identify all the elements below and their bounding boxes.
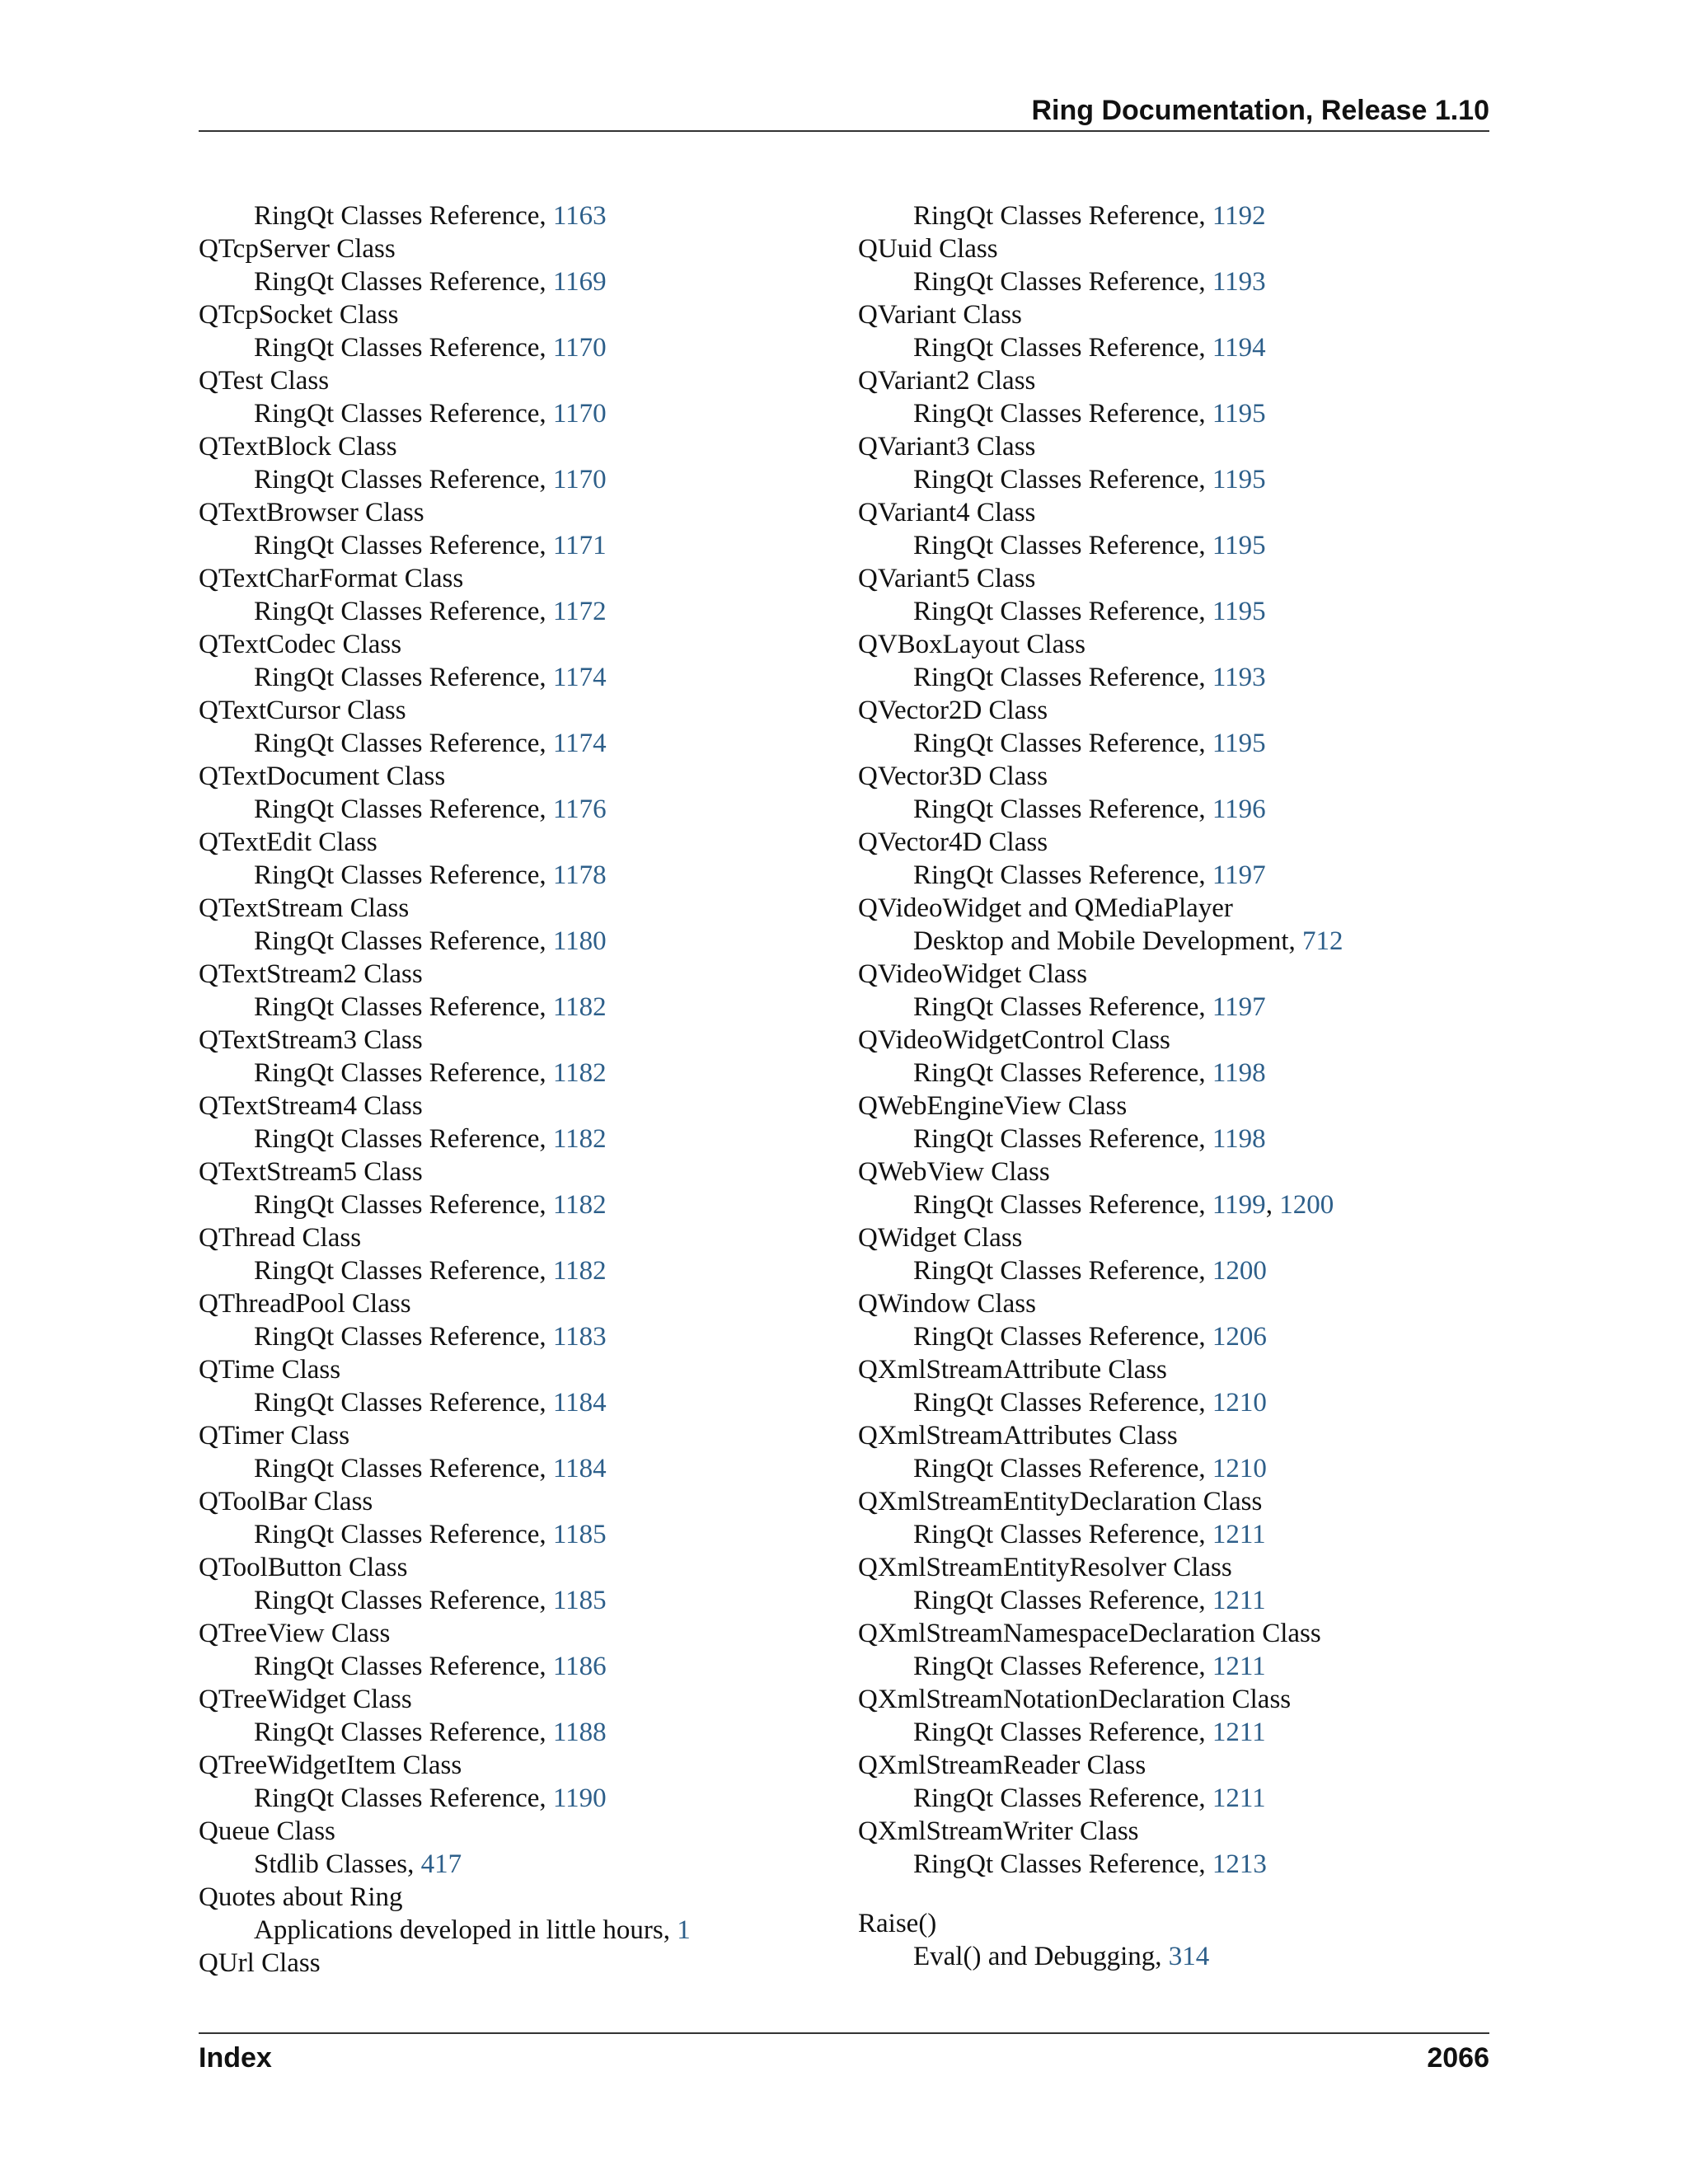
index-subentry	[199, 1320, 809, 1353]
page-ref-link[interactable]: 1211	[1212, 1586, 1266, 1615]
page-ref-link[interactable]: 1190	[552, 1783, 607, 1813]
index-term: QTextStream2 Class	[199, 959, 423, 989]
index-entry	[199, 1485, 809, 1551]
index-entry	[858, 1090, 1468, 1155]
index-subentry	[199, 1914, 809, 1947]
index-subentry	[199, 859, 809, 892]
index-entry	[199, 1155, 809, 1221]
index-entry	[858, 1155, 1468, 1221]
index-entry	[858, 958, 1468, 1024]
index-term: QVideoWidgetControl Class	[858, 1025, 1170, 1055]
index-subentry	[199, 265, 809, 298]
index-entry	[199, 1024, 809, 1090]
page-ref-link[interactable]: 314	[1168, 1942, 1210, 1971]
page-ref-link[interactable]: 1211	[1212, 1652, 1266, 1681]
section-name: Index	[199, 2042, 272, 2074]
index-entry	[858, 1749, 1468, 1815]
page-ref-link[interactable]: 1172	[552, 597, 607, 626]
index-term: QUuid Class	[858, 234, 998, 264]
index-term: QVector4D Class	[858, 827, 1048, 857]
page-ref-link[interactable]: 417	[420, 1849, 462, 1879]
index-subentry	[199, 661, 809, 694]
subentry-label: RingQt Classes Reference,	[913, 1058, 1212, 1088]
page-ref-link[interactable]: 1210	[1212, 1454, 1267, 1483]
page-ref-link[interactable]: 1199	[1212, 1190, 1266, 1220]
subentry-label: RingQt Classes Reference,	[254, 1256, 553, 1286]
index-term: QTextStream5 Class	[199, 1157, 423, 1187]
page-ref-link[interactable]: 1170	[552, 399, 607, 429]
index-term: QVector2D Class	[858, 696, 1048, 725]
page-ref-link[interactable]: 1188	[552, 1718, 607, 1747]
index-subentry	[199, 331, 809, 364]
index-subentry	[858, 1452, 1468, 1485]
index-term: QVariant3 Class	[858, 432, 1036, 462]
index-subentry	[858, 661, 1468, 694]
index-subentry	[199, 1386, 809, 1419]
subentry-label: RingQt Classes Reference,	[254, 1190, 553, 1220]
index-entry	[858, 1617, 1468, 1683]
subentry-label: RingQt Classes Reference,	[913, 1322, 1212, 1352]
page-ref-link[interactable]: 1180	[552, 926, 607, 956]
index-subentry	[199, 595, 809, 628]
index-subentry	[199, 463, 809, 496]
subentry-label: RingQt Classes Reference,	[913, 597, 1212, 626]
page-ref-link[interactable]: 1178	[552, 860, 607, 890]
index-subentry	[199, 793, 809, 826]
index-term: QVBoxLayout Class	[858, 630, 1085, 659]
subentry-label: RingQt Classes Reference,	[254, 1586, 553, 1615]
index-term: QTextCharFormat Class	[199, 564, 464, 593]
page-ref-link[interactable]: 1213	[1212, 1849, 1267, 1879]
index-term: QXmlStreamNotationDeclaration Class	[858, 1685, 1292, 1714]
page-ref-link[interactable]: 1197	[1212, 992, 1266, 1022]
index-subentry	[199, 991, 809, 1024]
index-subentry	[858, 925, 1468, 958]
index-entry	[858, 1353, 1468, 1419]
index-term: QTextEdit Class	[199, 827, 377, 857]
index-subentry	[858, 397, 1468, 430]
page-ref-link[interactable]: 1196	[1212, 794, 1266, 824]
page-ref-link[interactable]: 1170	[552, 333, 607, 363]
index-term: QTextCodec Class	[199, 630, 402, 659]
subentry-label: RingQt Classes Reference,	[254, 1783, 553, 1813]
subentry-label: RingQt Classes Reference,	[254, 1058, 553, 1088]
letter-group-gap	[858, 1881, 1468, 1907]
subentry-label: RingQt Classes Reference,	[254, 1322, 553, 1352]
index-entry	[858, 496, 1468, 562]
index-subentry	[858, 529, 1468, 562]
subentry-label: RingQt Classes Reference,	[254, 794, 553, 824]
index-entry	[858, 1551, 1468, 1617]
subentry-label: RingQt Classes Reference,	[913, 992, 1212, 1022]
page-ref-link[interactable]: 1198	[1212, 1058, 1266, 1088]
subentry-label: Applications developed in little hours,	[254, 1915, 678, 1945]
page-ref-link[interactable]: 1174	[552, 663, 607, 692]
index-entry	[199, 760, 809, 826]
index-subentry	[199, 1057, 809, 1090]
subentry-label: RingQt Classes Reference,	[254, 267, 553, 297]
index-entry	[858, 1907, 1468, 1973]
index-entry	[199, 1683, 809, 1749]
running-header	[199, 92, 1489, 132]
subentry-label: RingQt Classes Reference,	[913, 1849, 1212, 1879]
index-term: QWindow Class	[858, 1289, 1036, 1319]
index-subentry	[199, 727, 809, 760]
index-entry	[199, 1947, 809, 1980]
subentry-label: RingQt Classes Reference,	[913, 729, 1212, 758]
subentry-label: Eval() and Debugging,	[913, 1942, 1169, 1971]
subentry-label: RingQt Classes Reference,	[913, 399, 1212, 429]
index-term: QVariant Class	[858, 300, 1022, 330]
index-subentry	[199, 925, 809, 958]
index-entry	[199, 1749, 809, 1815]
index-subentry	[199, 1452, 809, 1485]
page-ref-link[interactable]: 1171	[552, 531, 607, 560]
index-subentry	[199, 1122, 809, 1155]
index-entry	[199, 430, 809, 496]
index-term: QToolBar Class	[199, 1487, 373, 1516]
index-term: QTextStream3 Class	[199, 1025, 423, 1055]
index-term: QTextBrowser Class	[199, 498, 424, 527]
index-subentry	[858, 1386, 1468, 1419]
page-ref-link[interactable]: 1195	[1212, 531, 1266, 560]
page-ref-link[interactable]: 1200	[1279, 1190, 1334, 1220]
page-ref-link[interactable]: 1200	[1212, 1256, 1267, 1286]
index-entry	[199, 1551, 809, 1617]
page-ref-link[interactable]: 1195	[1212, 399, 1266, 429]
index-entry	[858, 298, 1468, 364]
subentry-label: RingQt Classes Reference,	[913, 1190, 1212, 1220]
index-subentry	[858, 463, 1468, 496]
index-subentry	[199, 199, 809, 232]
page-ref-link[interactable]: 1184	[552, 1454, 607, 1483]
index-entry	[858, 1683, 1468, 1749]
page-ref-link[interactable]: 1197	[1212, 860, 1266, 890]
subentry-label: RingQt Classes Reference,	[913, 663, 1212, 692]
index-term: QTextStream4 Class	[199, 1091, 423, 1121]
index-subentry	[858, 331, 1468, 364]
page-ref-link[interactable]: 1182	[552, 1256, 607, 1286]
page-ref-link[interactable]: 1211	[1212, 1783, 1266, 1813]
index-term: QXmlStreamEntityResolver Class	[858, 1553, 1232, 1582]
index-subentry	[199, 1254, 809, 1287]
subentry-label: RingQt Classes Reference,	[913, 1718, 1212, 1747]
subentry-label: RingQt Classes Reference,	[254, 465, 553, 494]
subentry-label: RingQt Classes Reference,	[913, 531, 1212, 560]
index-subentry	[199, 1188, 809, 1221]
index-entry	[858, 562, 1468, 628]
subentry-label: RingQt Classes Reference,	[254, 1454, 553, 1483]
index-term: QWebEngineView Class	[858, 1091, 1128, 1121]
page-ref-link[interactable]: 1182	[552, 1190, 607, 1220]
index-term: QThread Class	[199, 1223, 362, 1253]
page-ref-link[interactable]: 1193	[1212, 663, 1266, 692]
index-entry	[199, 562, 809, 628]
index-subentry	[199, 1518, 809, 1551]
subentry-label: RingQt Classes Reference,	[254, 1718, 553, 1747]
index-term: QXmlStreamEntityDeclaration Class	[858, 1487, 1263, 1516]
index-subentry	[199, 397, 809, 430]
index-entry	[858, 892, 1468, 958]
subentry-label: RingQt Classes Reference,	[254, 333, 553, 363]
index-term: QTcpSocket Class	[199, 300, 399, 330]
subentry-label: Stdlib Classes,	[254, 1849, 421, 1879]
index-subentry	[858, 1122, 1468, 1155]
index-term: QVideoWidget Class	[858, 959, 1088, 989]
index-term: QUrl Class	[199, 1948, 321, 1978]
index-entry	[199, 1221, 809, 1287]
index-subentry	[858, 1188, 1468, 1221]
page-ref-link[interactable]: 1170	[552, 465, 607, 494]
index-entry	[858, 1419, 1468, 1485]
index-entry	[858, 364, 1468, 430]
index-term: QTime Class	[199, 1355, 341, 1385]
index-column-right	[858, 199, 1468, 1973]
subentry-label: RingQt Classes Reference,	[913, 1652, 1212, 1681]
page-ref-link[interactable]: 1195	[1212, 465, 1266, 494]
index-entry	[199, 892, 809, 958]
index-subentry	[858, 1057, 1468, 1090]
index-entry	[199, 628, 809, 694]
subentry-label: RingQt Classes Reference,	[913, 465, 1212, 494]
index-term: QXmlStreamAttributes Class	[858, 1421, 1178, 1451]
index-term: QThreadPool Class	[199, 1289, 411, 1319]
subentry-label: RingQt Classes Reference,	[254, 201, 553, 231]
index-term: QVector3D Class	[858, 762, 1048, 791]
index-entry	[199, 298, 809, 364]
index-subentry	[858, 1782, 1468, 1815]
subentry-label: RingQt Classes Reference,	[913, 860, 1212, 890]
index-subentry	[858, 595, 1468, 628]
subentry-label: RingQt Classes Reference,	[254, 531, 553, 560]
index-entry	[199, 1881, 809, 1947]
index-subentry	[199, 1848, 809, 1881]
index-subentry	[858, 199, 1468, 232]
index-term: QTreeWidgetItem Class	[199, 1750, 462, 1780]
index-entry	[199, 364, 809, 430]
index-subentry	[858, 1518, 1468, 1551]
subentry-label: RingQt Classes Reference,	[254, 992, 553, 1022]
index-entry	[858, 826, 1468, 892]
page-ref-link[interactable]: 1169	[552, 267, 607, 297]
index-term: QToolButton Class	[199, 1553, 408, 1582]
index-entry	[858, 430, 1468, 496]
subentry-label: RingQt Classes Reference,	[254, 729, 553, 758]
subentry-label: RingQt Classes Reference,	[913, 1256, 1212, 1286]
subentry-label: RingQt Classes Reference,	[913, 1783, 1212, 1813]
index-entry	[858, 1485, 1468, 1551]
page-ref-link[interactable]: 1183	[552, 1322, 607, 1352]
index-entry	[858, 628, 1468, 694]
index-term: QTimer Class	[199, 1421, 350, 1451]
page-ref-link[interactable]: 1184	[552, 1388, 607, 1418]
subentry-label: RingQt Classes Reference,	[913, 794, 1212, 824]
index-term: QXmlStreamNamespaceDeclaration Class	[858, 1619, 1321, 1648]
page-ref-link[interactable]: 1182	[552, 992, 607, 1022]
index-term: QXmlStreamAttribute Class	[858, 1355, 1167, 1385]
index-subentry	[858, 1320, 1468, 1353]
index-entry	[858, 760, 1468, 826]
subentry-label: RingQt Classes Reference,	[254, 926, 553, 956]
page-ref-link[interactable]: 1186	[552, 1652, 607, 1681]
subentry-label: RingQt Classes Reference,	[254, 399, 553, 429]
index-subentry	[858, 859, 1468, 892]
index-term: QVariant2 Class	[858, 366, 1036, 396]
index-term: Queue Class	[199, 1816, 335, 1846]
index-term: Raise()	[858, 1909, 937, 1938]
index-entry	[199, 826, 809, 892]
index-entry	[199, 1353, 809, 1419]
page-ref-link[interactable]: 1211	[1212, 1718, 1266, 1747]
index-entry	[858, 1221, 1468, 1287]
page-ref-separator: ,	[1265, 1190, 1280, 1220]
subentry-label: RingQt Classes Reference,	[254, 597, 553, 626]
index-term: QTreeView Class	[199, 1619, 391, 1648]
index-term: QTextBlock Class	[199, 432, 397, 462]
document-title: Ring Documentation, Release 1.10	[1031, 95, 1489, 126]
page-ref-link[interactable]: 1193	[1212, 267, 1266, 297]
subentry-label: RingQt Classes Reference,	[913, 1124, 1212, 1154]
index-term: QTreeWidget Class	[199, 1685, 412, 1714]
subentry-label: RingQt Classes Reference,	[913, 1520, 1212, 1549]
index-entry	[199, 694, 809, 760]
index-subentry	[858, 793, 1468, 826]
index-subentry	[858, 265, 1468, 298]
subentry-label: Desktop and Mobile Development,	[913, 926, 1302, 956]
index-column-left	[199, 199, 809, 1980]
page-ref-link[interactable]: 1192	[1212, 201, 1266, 231]
index-subentry	[199, 529, 809, 562]
subentry-label: RingQt Classes Reference,	[254, 1520, 553, 1549]
page-ref-link[interactable]: 1198	[1212, 1124, 1266, 1154]
page-ref-link[interactable]: 1182	[552, 1124, 607, 1154]
index-entry	[199, 496, 809, 562]
index-term: QVideoWidget and QMediaPlayer	[858, 893, 1233, 923]
subentry-label: RingQt Classes Reference,	[913, 1586, 1212, 1615]
index-entry	[199, 232, 809, 298]
index-term: QTest Class	[199, 366, 330, 396]
page-ref-link[interactable]: 1206	[1212, 1322, 1267, 1352]
index-entry	[199, 1419, 809, 1485]
subentry-label: RingQt Classes Reference,	[913, 1454, 1212, 1483]
index-entry	[858, 232, 1468, 298]
index-entry	[858, 1024, 1468, 1090]
index-subentry	[858, 1848, 1468, 1881]
subentry-label: RingQt Classes Reference,	[913, 201, 1212, 231]
index-subentry	[199, 1716, 809, 1749]
index-term: QTextStream Class	[199, 893, 410, 923]
subentry-label: RingQt Classes Reference,	[254, 1652, 553, 1681]
index-term: QTcpServer Class	[199, 234, 396, 264]
page-ref-link[interactable]: 1210	[1212, 1388, 1267, 1418]
index-term: QWidget Class	[858, 1223, 1023, 1253]
page-number: 2066	[1427, 2042, 1489, 2074]
index-subentry	[858, 1254, 1468, 1287]
page-ref-link[interactable]: 1163	[552, 201, 607, 231]
index-term: QTextDocument Class	[199, 762, 446, 791]
subentry-label: RingQt Classes Reference,	[913, 1388, 1212, 1418]
subentry-label: RingQt Classes Reference,	[254, 860, 553, 890]
index-subentry	[199, 1650, 809, 1683]
index-entry	[199, 1617, 809, 1683]
index-term: QTextCursor Class	[199, 696, 406, 725]
page-ref-link[interactable]: 1185	[552, 1586, 607, 1615]
index-subentry	[199, 1782, 809, 1815]
index-subentry	[199, 1584, 809, 1617]
index-term: Quotes about Ring	[199, 1882, 403, 1912]
page-ref-link[interactable]: 1185	[552, 1520, 607, 1549]
subentry-label: RingQt Classes Reference,	[254, 1388, 553, 1418]
index-entry	[199, 958, 809, 1024]
page-ref-link[interactable]: 1195	[1212, 729, 1266, 758]
page-ref-link[interactable]: 1194	[1212, 333, 1266, 363]
index-subentry	[858, 1650, 1468, 1683]
page-ref-link[interactable]: 1174	[552, 729, 607, 758]
index-entry	[199, 1287, 809, 1353]
page-ref-link[interactable]: 1182	[552, 1058, 607, 1088]
index-entry	[858, 694, 1468, 760]
index-term: QXmlStreamReader Class	[858, 1750, 1146, 1780]
running-footer	[199, 2032, 1489, 2074]
index-subentry	[858, 727, 1468, 760]
subentry-label: RingQt Classes Reference,	[254, 663, 553, 692]
index-subentry	[858, 1584, 1468, 1617]
page-ref-link[interactable]: 1	[677, 1915, 691, 1945]
index-entry	[199, 1090, 809, 1155]
index-entry	[858, 1287, 1468, 1353]
subentry-label: RingQt Classes Reference,	[913, 333, 1212, 363]
index-term: QXmlStreamWriter Class	[858, 1816, 1139, 1846]
page-ref-link[interactable]: 1176	[552, 794, 607, 824]
page-ref-link[interactable]: 712	[1302, 926, 1343, 956]
index-subentry	[858, 991, 1468, 1024]
index-term: QWebView Class	[858, 1157, 1050, 1187]
index-term: QVariant5 Class	[858, 564, 1036, 593]
page-ref-link[interactable]: 1195	[1212, 597, 1266, 626]
index-subentry	[858, 1716, 1468, 1749]
index-subentry	[858, 1940, 1468, 1973]
index-term: QVariant4 Class	[858, 498, 1036, 527]
page-ref-link[interactable]: 1211	[1212, 1520, 1266, 1549]
subentry-label: RingQt Classes Reference,	[254, 1124, 553, 1154]
subentry-label: RingQt Classes Reference,	[913, 267, 1212, 297]
index-entry	[858, 1815, 1468, 1881]
index-entry	[199, 1815, 809, 1881]
